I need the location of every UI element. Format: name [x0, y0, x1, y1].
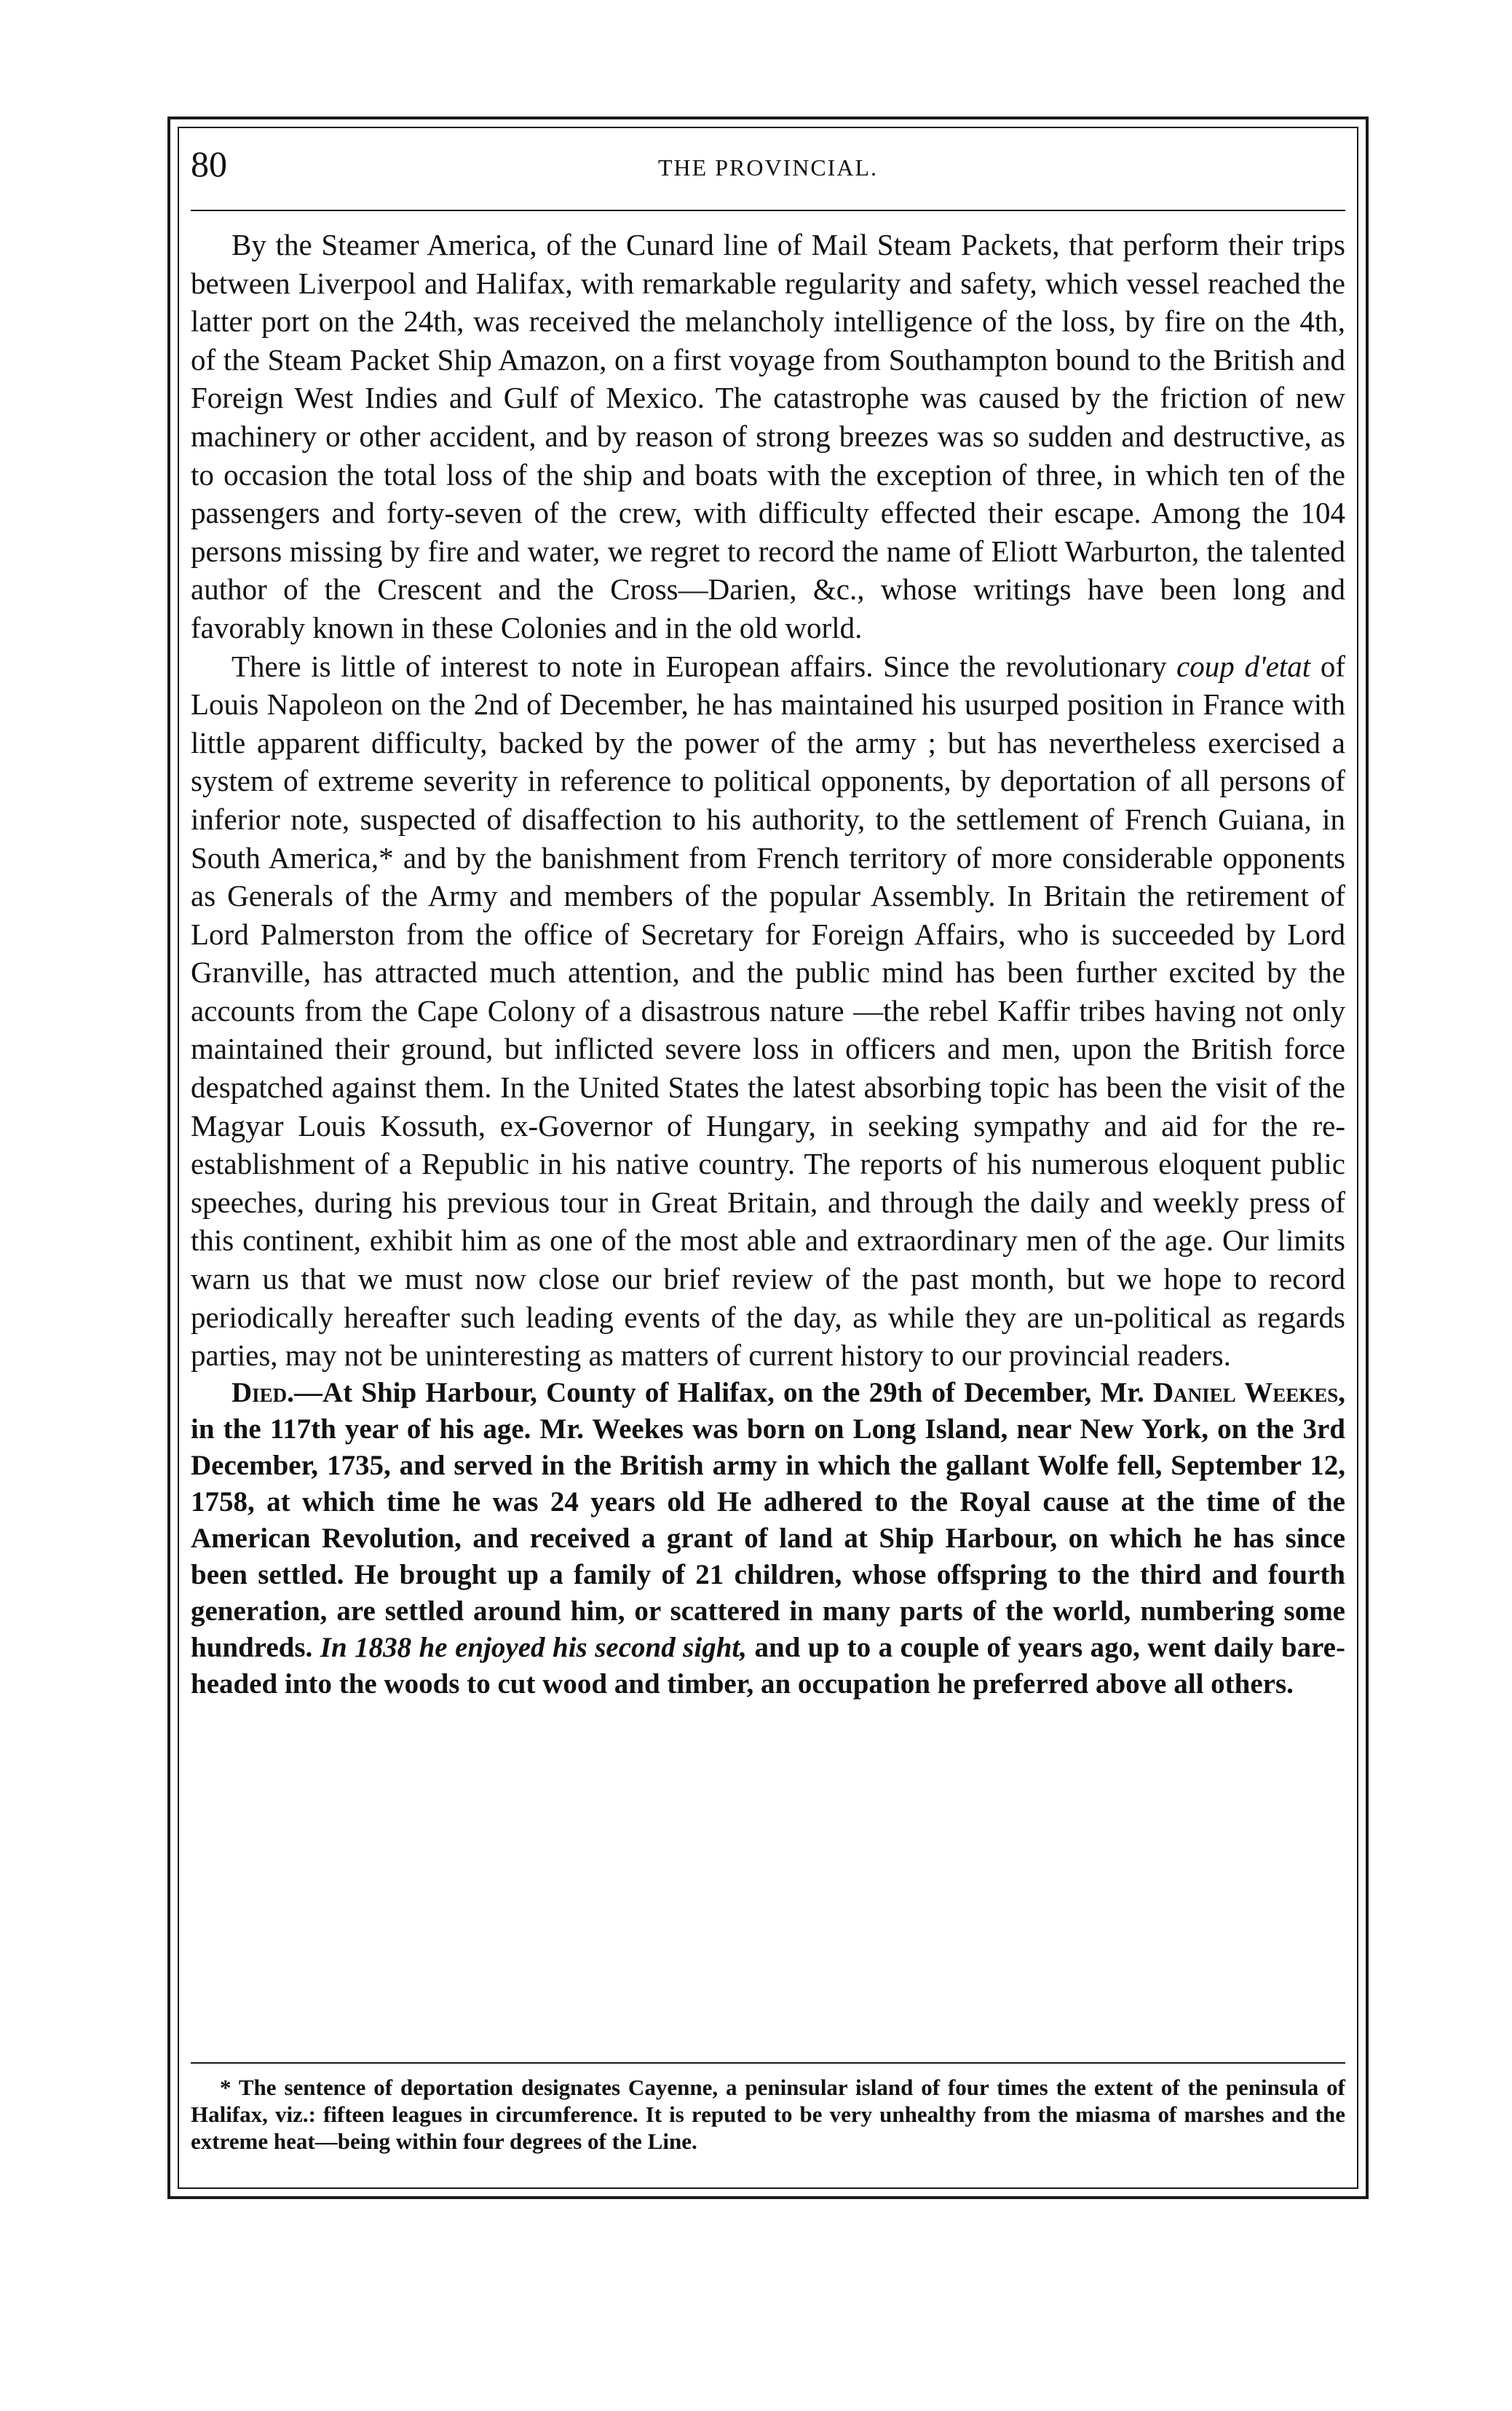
- obituary-name: Daniel Weekes: [1153, 1376, 1339, 1408]
- paragraph-amazon-loss-text: By the Steamer America, of the Cunard line of Mail Steam Packets, that perform their trips between Liverpool and Halifax, with remarkable regularity and safety, which vessel reached the latter port on the 24th, was received the melancholy intelligence of the loss, by fire on the 4th, of the Steam Packet Ship Amazon, on a first voyage from Southampton bound to the British and Foreign West Indies and Gulf of Mexico. The catastrophe was caused by the friction of new machinery or other accident, and by reason of strong breezes was so sudden and destructive, as to occasion the total loss of the ship and boats with the exception of three, in which ten of the passengers and forty-seven of the crew, with difficulty effected their escape. Among the 104 persons missing by fire and water, we regret to record the name of Eliott Warburton, the talented author of the Crescent and the Cross—Darien, &c., whose writings have been long and favorably known in these Colonies and in the old world.: [191, 228, 1345, 644]
- page-header: [191, 138, 1345, 204]
- obituary-text-1: —At Ship Harbour, County of Halifax, on the 29th of December, Mr.: [293, 1376, 1153, 1408]
- european-affairs-text-2: of Louis Napoleon on the 2nd of December, he has maintained his usurped position in France with little apparent difficulty, backed by the power of the army ; but has nevertheless exercised a system of extreme severity in reference to political opponents, by deportation of all persons of inferior note, suspected of disaffection to his authority, to the settlement of French Guiana, in South America,* and by the banishment from French territory of more considerable opponents as Generals of the Army and members of the popular Assembly. In Britain the retirement of Lord Palmerston from the office of Secretary for Foreign Affairs, who is succeeded by Lord Granville, has attracted much attention, and the public mind has been further excited by the accounts from the Cape Colony of a disastrous nature —the rebel Kaffir tribes having not only maintained their ground, but inflicted severe loss in officers and men, upon the British force despatched against them. In the United States the latest absorbing topic has been the visit of the Magyar Louis Kossuth, ex-Governor of Hungary, in seeking sympathy and aid for the re-establishment of a Republic in his native country. The reports of his numerous eloquent public speeches, during his previous tour in Great Britain, and through the daily and weekly press of this continent, exhibit him as one of the most able and extraordinary men of the age. Our limits warn us that we must now close our brief review of the past month, but we hope to record periodically hereafter such leading events of the day, as while they are un-political as regards parties, may not be uninteresting as matters of current history to our provincial readers.: [191, 649, 1346, 1373]
- died-label: Died.: [231, 1376, 294, 1408]
- obituary-text-2: , in the 117th year of his age. Mr. Weekes was born on Long Island, near New York, on the 3rd December, 1735, and served in the British army in which the gallant Wolfe fell, September 12, 1758, at which time he was 24 years old He adhered to the Royal cause at the time of the American Revolution, and received a grant of land at Ship Harbour, on which he has since been settled. He brought up a family of 21 children, whose offspring to the third and fourth generation, are settled around him, or scattered in many parts of the world, numbering some hundreds.: [191, 1376, 1345, 1663]
- running-head: THE PROVINCIAL.: [658, 154, 878, 181]
- footnote: * The sentence of deportation designates Cayenne, a peninsular island of four times the extent of the peninsula of Halifax, viz.: fifteen leagues in circumference. It is reputed to be very unhealthy from the miasma of marshes and the extreme heat—being within four degrees of the Line.: [191, 2075, 1345, 2154]
- obituary-text-3: and up to a couple of years ago, went daily bare-headed into the woods to cut wood and timber, an occupation he preferred above all others.: [191, 1631, 1345, 1700]
- coup-detat-italic: coup d'etat: [1176, 649, 1311, 683]
- page-number: 80: [191, 143, 227, 184]
- footnote-rule: [191, 2062, 1345, 2064]
- obituary-italic: In 1838 he enjoyed his second sight,: [320, 1631, 747, 1663]
- article-body: [191, 226, 1345, 1702]
- header-rule: [191, 210, 1345, 211]
- paragraph-obituary: [191, 1375, 1345, 1702]
- paragraph-amazon-loss: [191, 226, 1345, 647]
- paragraph-european-affairs: [191, 647, 1345, 1375]
- european-affairs-text-1: There is little of interest to note in European affairs. Since the revolutionary: [231, 649, 1177, 683]
